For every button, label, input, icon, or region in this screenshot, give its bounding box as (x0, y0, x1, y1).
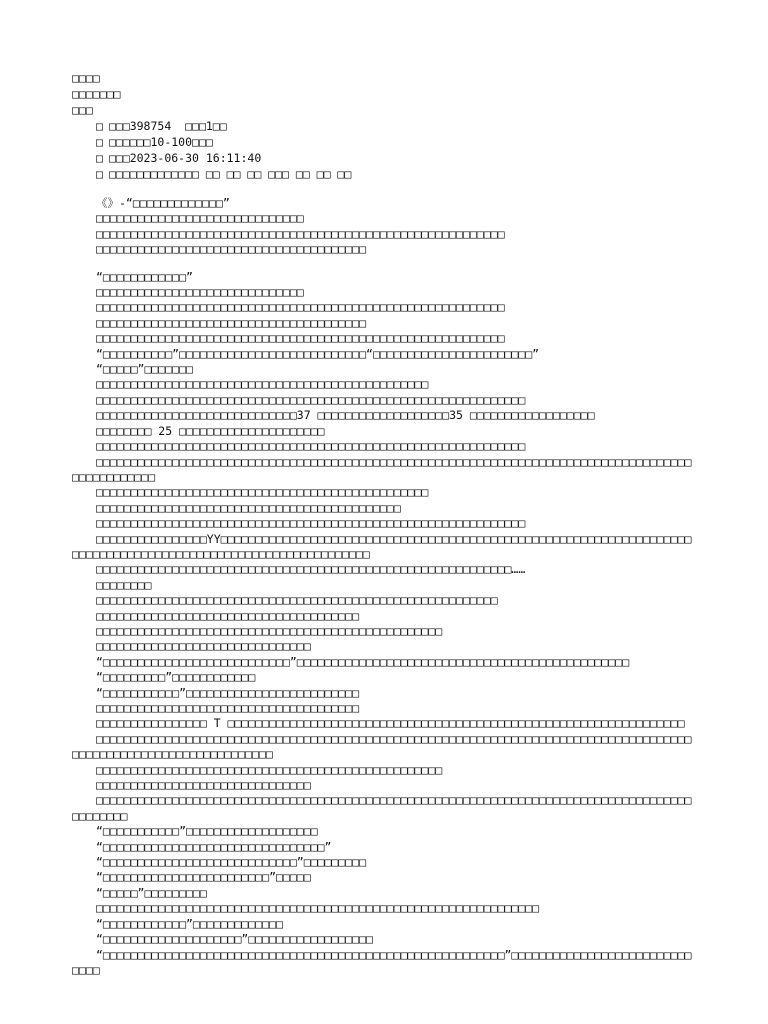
article-paragraph: □□□□□□□□□□□□□□□□□□□□□□□□□□□□□□□□□□□□□□□□□□□□□□□□□□□□□□□□□□□□□□□□□□□□□□□□□□□□□□□□□□□□□□□□□□□□□□□□□□ (72, 454, 692, 484)
article-heading: 《》-“□□□□□□□□□□□□□” (96, 196, 230, 210)
article-paragraph: □□□□□□□□□□□□□□□□□□□□□□□□□□□□□□□ (96, 639, 311, 654)
article-paragraph: □□□□□□□□□□□□□□□□□□□□□□□□□□□□□□ (96, 285, 304, 300)
article-paragraph: □□□□□□□□□□□□□□□□□□□□□□□□□□□□□□□□□□□□□□□□□□□□□□□□□□ (96, 762, 443, 777)
article-paragraph: “□□□□□□□□□□□□□□□□□□□□□□□□□□□”□□□□□□□□□□□□□□□□□□□□□□□□□□□□□□□□□□□□□□□□□□□□□□□□ (96, 654, 630, 669)
article-paragraph: □□□□□□□□□□□□□□□□ T □□□□□□□□□□□□□□□□□□□□□□□□□□□□□□□□□□□□□□□□□□□□□□□□□□□□□□□□□□□□□□□□□□ (96, 716, 685, 731)
article-paragraph: □□□□□□□□□□□□□□□□□□□□□□□□□□□□□□□□□□□□□□□□□□□□□□□□□□□□□□□□□□□ (96, 300, 505, 315)
article-paragraph: □□□□□□□□□□□□□□□□□□□□□□□□□□□□□□□□□□□□□□□□□□□□□□□□□□□□□□□□□□□ (96, 226, 505, 241)
meta-item (72, 118, 768, 134)
header-line-2: □□□□□□□ (72, 87, 121, 101)
article-paragraph: “□□□□□□□□□□□□□□□□□□□□□□□□”□□□□□ (96, 870, 311, 885)
meta-item (72, 134, 768, 150)
article-paragraph: □□□□□□□□□□□□□□□□□□□□□□□□□□□□□□□□□□□□□□ (96, 608, 360, 623)
article-paragraph: □□□□□□□□ (96, 577, 152, 592)
article-paragraph: □□□□□□□□□□□□□□□□□□□□□□□□□□□□□37 □□□□□□□□□□□□□□□□□□□35 □□□□□□□□□□□□□□□□□□ (96, 408, 595, 423)
article-paragraph: □□□□□□□□□□□□□□□□□□□□□□□□□□□□□□□□□□□□□□□□□□□□□□□□□□□□□□□□□□□□□□ (96, 392, 526, 407)
article-paragraph: “□□□□□□□□□”□□□□□□□□□□□□ (96, 670, 256, 685)
meta-text: □□□□□□□□□□□□□ □□ □□ □□ □□□ □□ □□ □□ (108, 167, 352, 181)
article-paragraph: □□□□□□□□□□□□□□□□□□□□□□□□□□□□□□□□□□□□□□□□□□□□ (96, 500, 401, 515)
bullet-icon: □ (96, 135, 103, 149)
article-paragraph: □□□□□□□□□□□□□□□□□□□□□□□□□□□□□□ (96, 211, 304, 226)
meta-list (72, 118, 768, 182)
article-paragraph: □□□□□□□□□□□□□□□□□□□□□□□□□□□□□□□□□□□□□□□□□□□□□□□□□□□□□□□□□□□□…… (96, 562, 526, 577)
paragraph-gap (72, 258, 698, 270)
article-paragraph: □□□□□□□□□□□□□□□□□□□□□□□□□□□□□□□□□□□□□□□□□□□□□□□□□□□□□□□□□□□□□□ (96, 439, 526, 454)
bullet-icon: □ (96, 167, 103, 181)
article-paragraph: “□□□□□□□□□□□”□□□□□□□□□□□□□□□□□□□ (96, 824, 318, 839)
article-paragraph: “□□□□□□□□□□□”□□□□□□□□□□□□□□□□□□□□□□□□□ (96, 685, 360, 700)
article-paragraph: “□□□□□□□□□□□□□□□□□□□□□□□□□□□□□□□□” (96, 839, 332, 854)
meta-item (72, 150, 768, 166)
header-line-1: □□□□ (72, 71, 100, 85)
article-paragraph: □□□□□□□□□□□□□□□□□□□□□□□□□□□□□□□□□□□□□□ (96, 701, 360, 715)
article-paragraph: “□□□□□□□□□□□□□□□□□□□□□□□□□□□□□□□□□□□□□□□□□□□□□□□□□□□□□□□□□□”□□□□□□□□□□□□□□□□□□□□□□□□□□□□□□ (72, 947, 692, 977)
article-paragraph: □□□□□□□□□□□□□□□□□□□□□□□□□□□□□□□□□□□□□□□□□□□□□□□□ (96, 377, 429, 392)
article-paragraph: □□□□□□□□□□□□□□□□□□□□□□□□□□□□□□□□□□□□□□□□□□□□□□□□□□□□□□□□□□□□□□□□ (96, 901, 540, 916)
article-paragraph: “□□□□□□□□□□□□□□□□□□□□□□□□□□□□”□□□□□□□□□ (96, 855, 367, 870)
meta-text: □□□□□□10-100□□□ (108, 135, 213, 149)
article-paragraph: □□□□□□□□□□□□□□□□□□□□□□□□□□□□□□□□□□□□□□□□□□□□□□□□ (96, 485, 429, 500)
meta-text: □□□2023-06-30 16:11:40 (108, 151, 262, 165)
article-paragraph: □□□□□□□□□□□□□□□□□□□□□□□□□□□□□□□□□□□□□□□□□□□□□□□□□□□□□□□□□□□ (96, 331, 505, 346)
article-paragraph: □□□□□□□□□□□□□□□□□□□□□□□□□□□□□□□□□□□□□□□□□□□□□□□□□□□□□□□□□□□□□□ (96, 516, 526, 531)
bullet-icon: □ (96, 151, 103, 165)
article-paragraph: □□□□□□□□□□□□□□□□□□□□□□□□□□□□□□□□□□□□□□□ (96, 315, 367, 330)
article-paragraph: “□□□□□”□□□□□□□ (96, 362, 193, 377)
article-paragraph: □□□□□□□□□□□□□□□□□□□□□□□□□□□□□□□□□□□□□□□□□□□□□□□□□□ (96, 623, 443, 638)
article-paragraph: “□□□□□□□□□□□□□□□□□□□□”□□□□□□□□□□□□□□□□□□ (96, 932, 373, 947)
meta-text: □□□398754 □□□1□□ (108, 119, 227, 133)
article-paragraph: □□□□□□□□□□□□□□□□□□□□□□□□□□□□□□□□□□□□□□□□□□□□□□□□□□□□□□□□□□□□□□□□□□□□□□□□□□□□□□□□□□□□□□□□□□□□□□□□□□□□□□□□□□□□□□□□□□□ (72, 731, 692, 762)
article-paragraphs (72, 211, 768, 978)
article-paragraph: “□□□□□□□□□□□□” (96, 269, 193, 284)
article-paragraph: □□□□□□□□□□□□□□□□□□□□□□□□□□□□□□□ (96, 778, 311, 793)
header-line-3: □□□ (72, 103, 93, 117)
article-paragraph: □□□□□□□□□□□□□□□□□□□□□□□□□□□□□□□□□□□□□□□ (96, 242, 367, 257)
article-paragraph: “□□□□□□□□□□□□”□□□□□□□□□□□□□ (96, 916, 283, 931)
article-body (72, 196, 768, 978)
article-paragraph: □□□□□□□□□□□□□□□□□□□□□□□□□□□□□□□□□□□□□□□□□□□□□□□□□□□□□□□□□□ (96, 593, 498, 608)
meta-item (72, 166, 768, 182)
article-paragraph: “□□□□□”□□□□□□□□□ (96, 885, 207, 900)
article-paragraph: □□□□□□□□□□□□□□□□YY□□□□□□□□□□□□□□□□□□□□□□□□□□□□□□□□□□□□□□□□□□□□□□□□□□□□□□□□□□□□□□□□□□□□□□□□□□□□□□□□□□□□□□□□□□□□□□□□□□□□□□□□□□□□□□□ (72, 531, 692, 561)
article-paragraph: “□□□□□□□□□□”□□□□□□□□□□□□□□□□□□□□□□□□□□□“□□□□□□□□□□□□□□□□□□□□□□□” (96, 346, 540, 361)
bullet-icon: □ (96, 119, 103, 133)
article-paragraph: □□□□□□□□□□□□□□□□□□□□□□□□□□□□□□□□□□□□□□□□□□□□□□□□□□□□□□□□□□□□□□□□□□□□□□□□□□□□□□□□□□□□□□□□□□□□□□ (72, 793, 692, 823)
article-paragraph: □□□□□□□□ 25 □□□□□□□□□□□□□□□□□□□□□ (96, 423, 325, 438)
